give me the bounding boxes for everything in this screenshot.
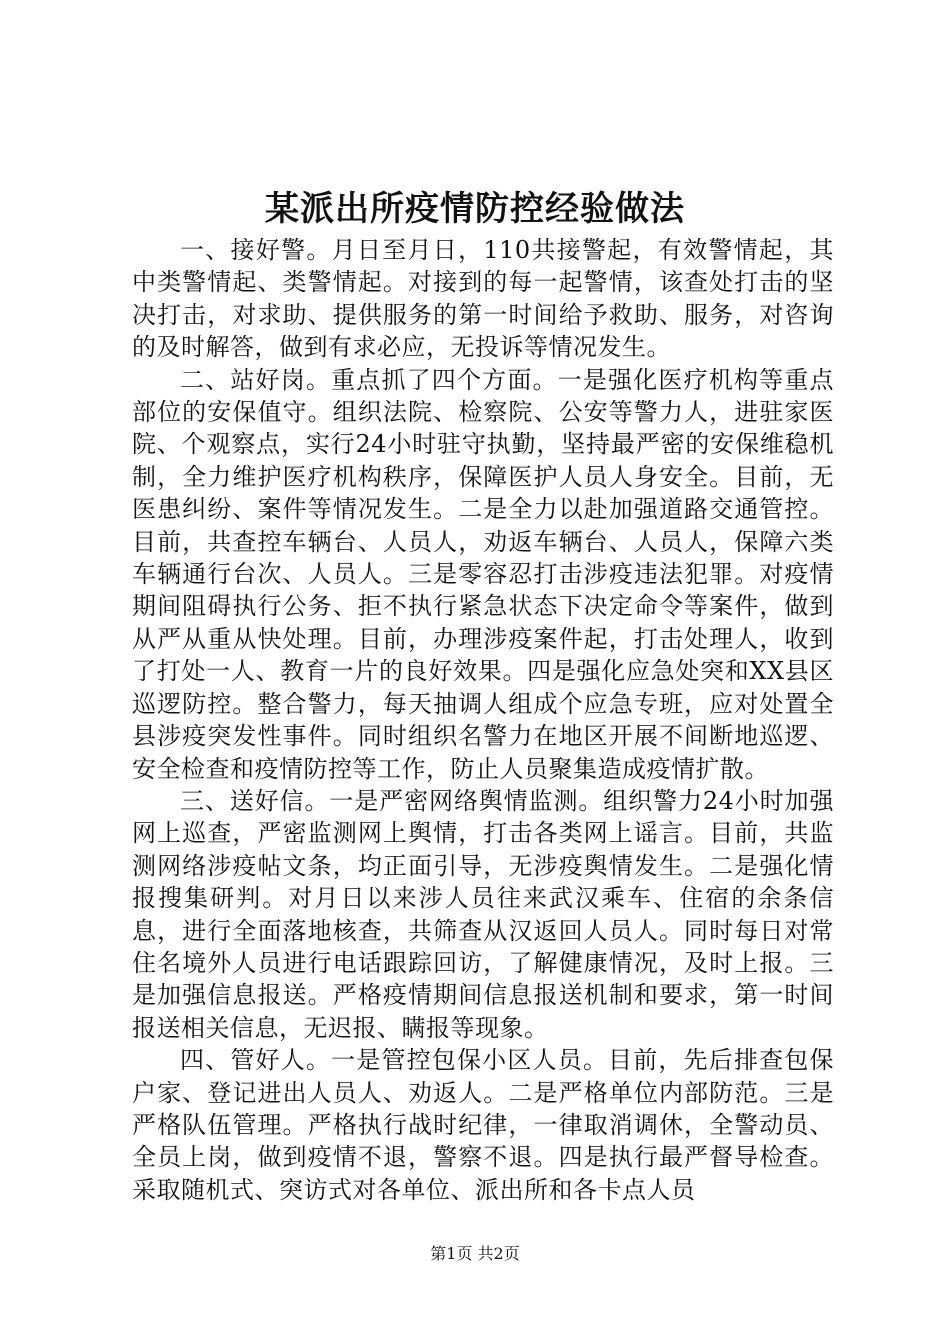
document-title: 某派出所疫情防控经验做法: [265, 189, 685, 229]
document-body: [132, 234, 834, 1206]
paragraph-2: 二、站好岗。重点抓了四个方面。一是强化医疗机构等重点部位的安保值守。组织法院、检察院、公安等警力人，进驻家医院、个观察点，实行24小时驻守执勤，坚持最严密的安保维稳机制，全力维护医疗机构秩序，保障医护人员人身安全。目前，无医患纠纷、案件等情况发生。二是全力以赴加强道路交通管控。目前，共查控车辆台、人员人，劝返车辆台、人员人，保障六类车辆通行台次、人员人。三是零容忍打击涉疫违法犯罪。对疫情期间阻碍执行公务、拒不执行紧急状态下决定命令等案件，做到从严从重从快处理。目前，办理涉疫案件起，打击处理人，收到了打处一人、教育一片的良好效果。四是强化应急处突和XX县区巡逻防控。整合警力，每天抽调人组成个应急专班，应对处置全县涉疫突发性事件。同时组织名警力在地区开展不间断地巡逻、安全检查和疫情防控等工作，防止人员聚集造成疫情扩散。: [132, 365, 834, 783]
page-number: 第1页 共2页: [430, 1244, 520, 1263]
paragraph-3: 三、送好信。一是严密网络舆情监测。组织警力24小时加强网上巡查，严密监测网上舆情，打击各类网上谣言。目前，共监测网络涉疫帖文条，均正面引导，无涉疫舆情发生。二是强化情报搜集研判。对月日以来涉人员往来武汉乘车、住宿的余条信息，进行全面落地核查，共筛查从汉返回人员人。同时每日对常住名境外人员进行电话跟踪回访，了解健康情况，及时上报。三是加强信息报送。严格疫情期间信息报送机制和要求，第一时间报送相关信息，无迟报、瞒报等现象。: [132, 786, 834, 1042]
paragraph-1: 一、接好警。月日至月日，110共接警起，有效警情起，其中类警情起、类警情起。对接到的每一起警情，该查处打击的坚决打击，对求助、提供服务的第一时间给予救助、服务，对咨询的及时解答，做到有求必应，无投诉等情况发生。: [132, 236, 834, 362]
paragraph-4: 四、管好人。一是管控包保小区人员。目前，先后排查包保户家、登记进出人员人、劝返人。二是严格单位内部防范。三是严格队伍管理。严格执行战时纪律，一律取消调休，全警动员、全员上岗，做到疫情不退，警察不退。四是执行最严督导检查。采取随机式、突访式对各单位、派出所和各卡点人员: [132, 1046, 834, 1204]
page-footer: [0, 1242, 950, 1266]
